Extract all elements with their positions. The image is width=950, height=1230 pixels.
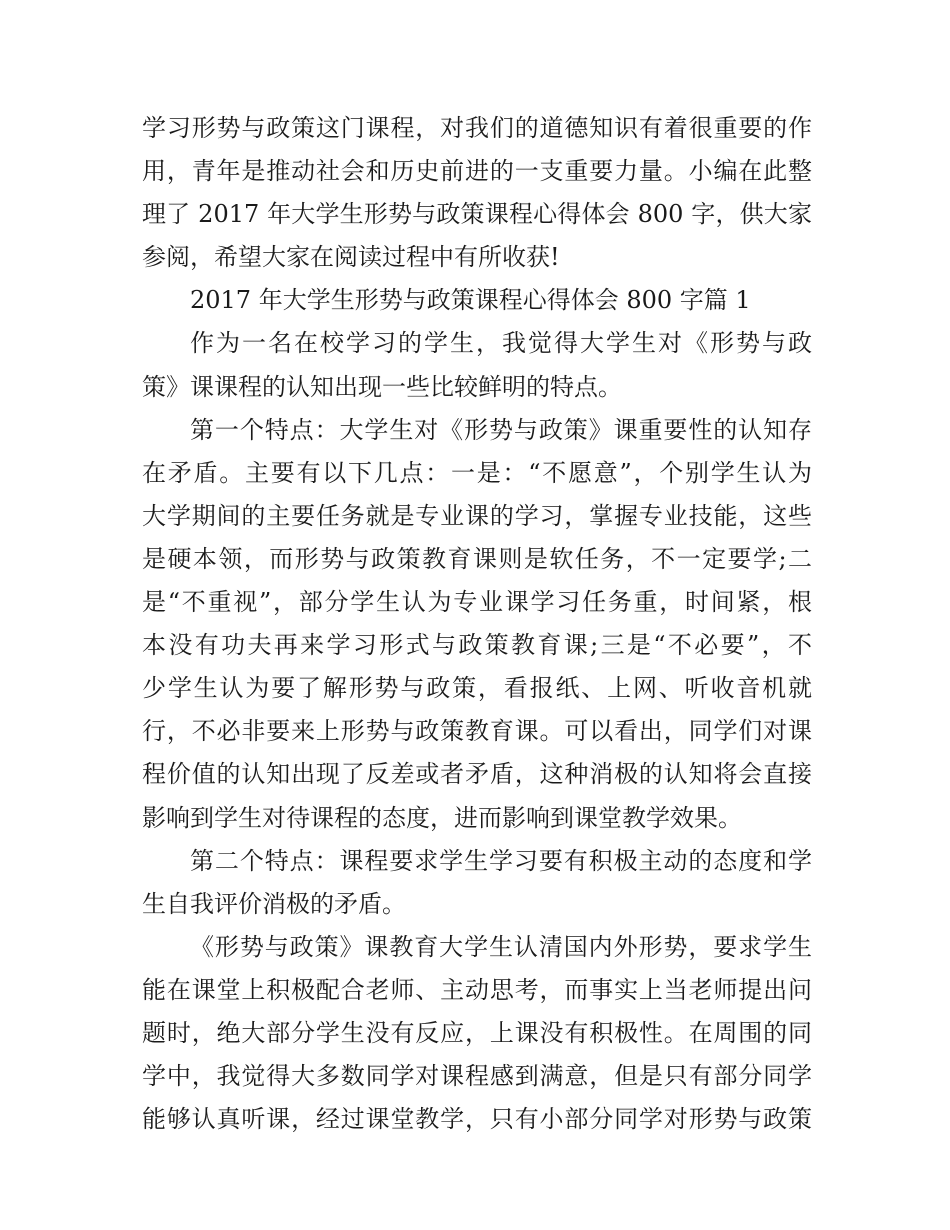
text-line-4: 参阅，希望大家在阅读过程中有所收获! (142, 243, 560, 272)
text-line-20: 《形势与政策》课教育大学生认清国内外形势，要求学生 (190, 932, 812, 961)
text-line-13: 本没有功夫再来学习形式与政策教育课;三是“不必要”，不 (142, 631, 812, 660)
text-line-9: 在矛盾。主要有以下几点：一是：“不愿意”，个别学生认为 (142, 458, 812, 487)
text-line-11: 是硬本领，而形势与政策教育课则是软任务，不一定要学;二 (142, 544, 812, 573)
text-line-23: 学中，我觉得大多数同学对课程感到满意，但是只有部分同学 (142, 1062, 812, 1091)
section-heading: 2017 年大学生形势与政策课程心得体会 800 字篇 1 (190, 286, 751, 315)
text-line-2: 用，青年是推动社会和历史前进的一支重要力量。小编在此整 (142, 157, 812, 186)
text-line-8: 第一个特点：大学生对《形势与政策》课重要性的认知存 (190, 415, 812, 444)
text-line-16: 程价值的认知出现了反差或者矛盾，这种消极的认知将会直接 (142, 760, 812, 789)
document-body (142, 107, 812, 1141)
text-line-3: 理了 2017 年大学生形势与政策课程心得体会 800 字，供大家 (142, 200, 812, 229)
text-line-22: 题时，绝大部分学生没有反应，上课没有积极性。在周围的同 (142, 1018, 812, 1047)
text-line-6: 作为一名在校学习的学生，我觉得大学生对《形势与政 (190, 329, 812, 358)
text-line-1: 学习形势与政策这门课程，对我们的道德知识有着很重要的作 (142, 114, 812, 142)
text-line-12: 是“不重视”，部分学生认为专业课学习任务重，时间紧，根 (142, 588, 812, 617)
text-line-21: 能在课堂上积极配合老师、主动思考，而事实上当老师提出问 (142, 975, 812, 1004)
text-line-18: 第二个特点：课程要求学生学习要有积极主动的态度和学 (190, 846, 812, 875)
text-line-19: 生自我评价消极的矛盾。 (142, 889, 406, 918)
text-line-14: 少学生认为要了解形势与政策，看报纸、上网、听收音机就 (142, 674, 812, 703)
text-line-7: 策》课课程的认知出现一些比较鲜明的特点。 (142, 372, 622, 401)
text-line-10: 大学期间的主要任务就是专业课的学习，掌握专业技能，这些 (142, 501, 812, 530)
text-line-17: 影响到学生对待课程的态度，进而影响到课堂教学效果。 (142, 803, 742, 832)
text-line-24: 能够认真听课，经过课堂教学，只有小部分同学对形势与政策 (142, 1105, 812, 1134)
text-line-15: 行，不必非要来上形势与政策教育课。可以看出，同学们对课 (142, 717, 812, 746)
